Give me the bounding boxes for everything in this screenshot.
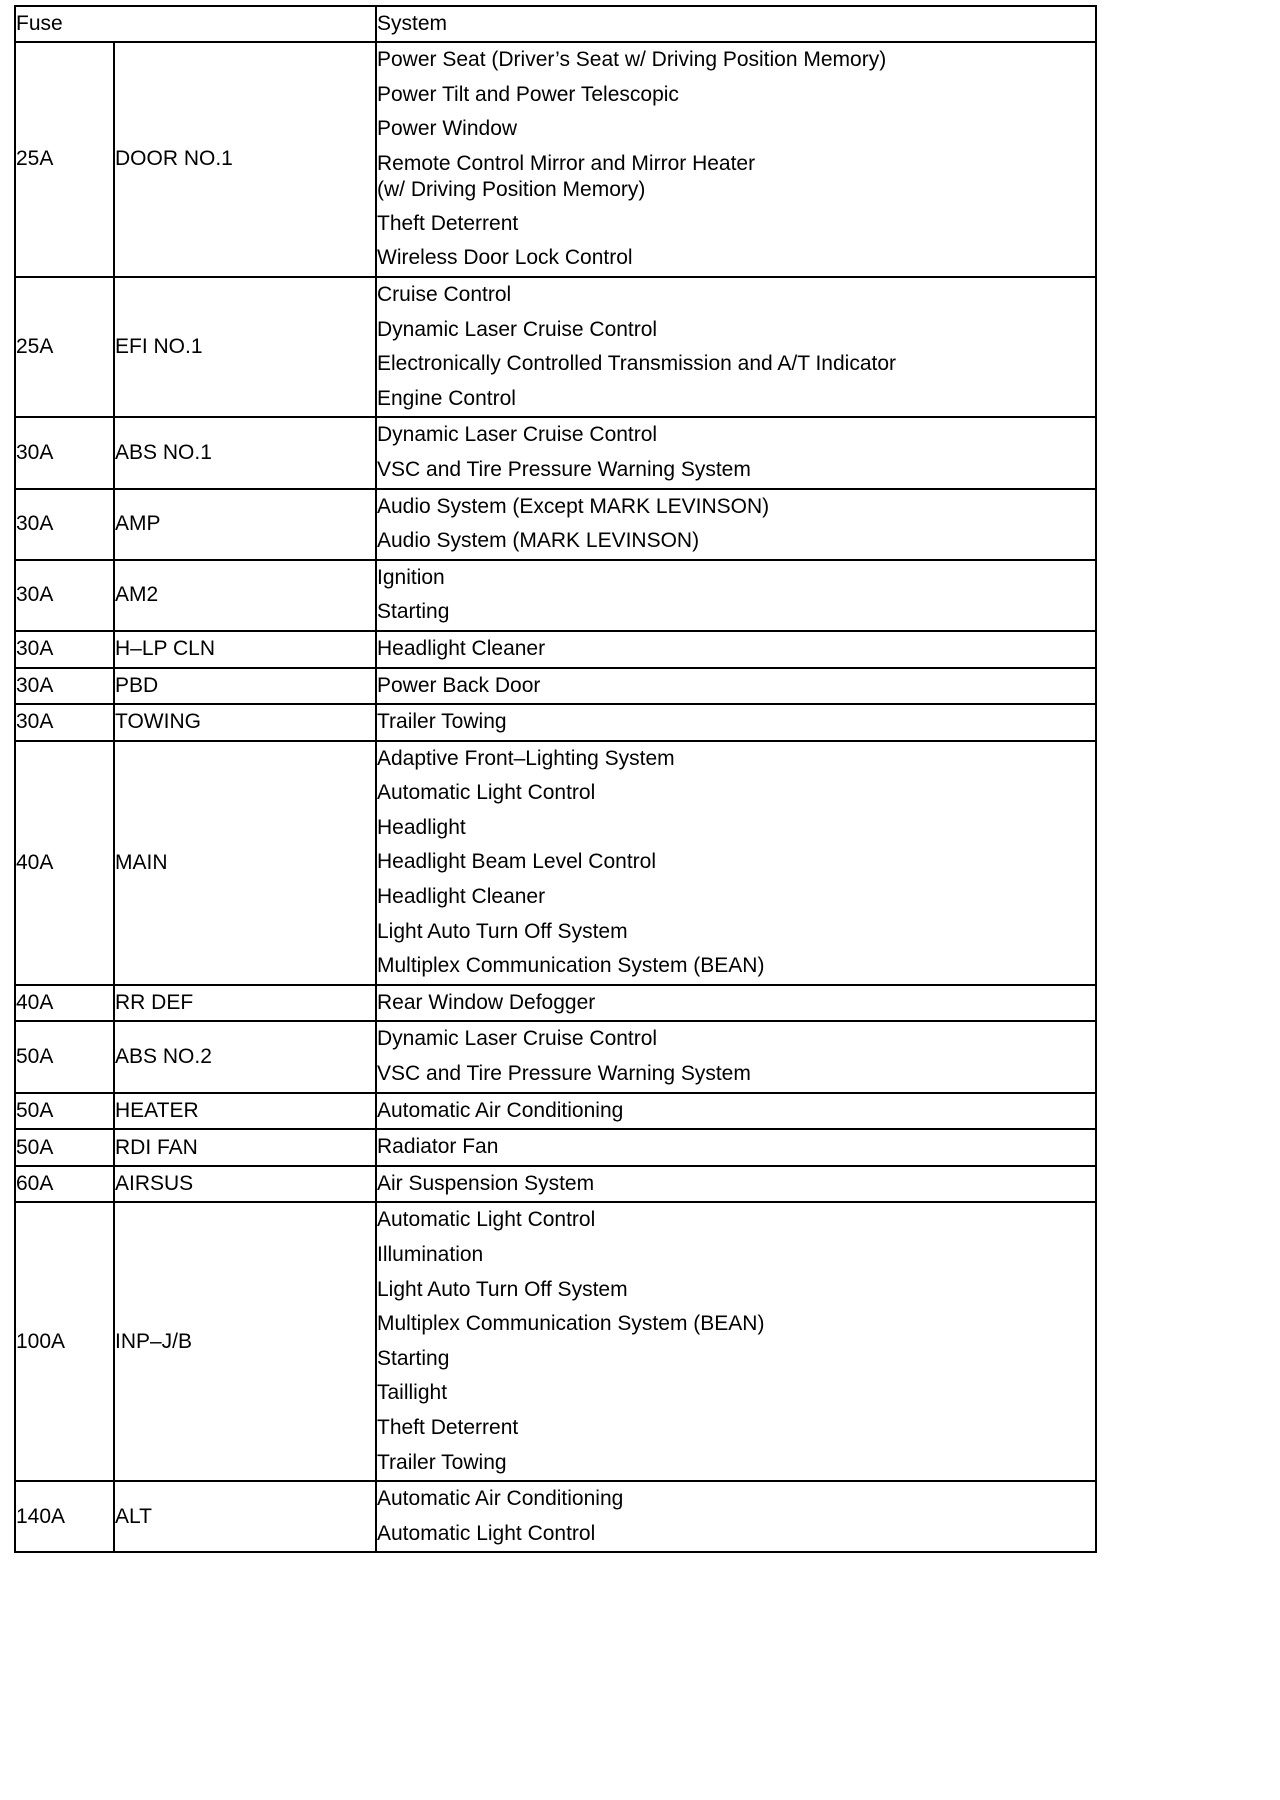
fuse-name: DOOR NO.1 [114, 42, 376, 277]
system-item: Starting [377, 1346, 450, 1370]
fuse-systems [376, 1129, 1096, 1166]
fuse-amperage: 40A [15, 741, 114, 985]
fuse-systems [376, 1481, 1096, 1552]
system-item: Adaptive Front–Lighting System [377, 746, 675, 770]
system-item: Power Tilt and Power Telescopic [377, 82, 679, 106]
table-row [15, 417, 1096, 488]
table-row [15, 489, 1096, 560]
system-item: Headlight Cleaner [377, 636, 546, 660]
system-item: Theft Deterrent [377, 1415, 519, 1439]
system-item: Theft Deterrent [377, 211, 519, 235]
fuse-amperage: 30A [15, 417, 114, 488]
fuse-name: ABS NO.1 [114, 417, 376, 488]
table-row [15, 1093, 1096, 1130]
fuse-amperage: 30A [15, 631, 114, 668]
system-item: Dynamic Laser Cruise Control [377, 1027, 658, 1051]
system-item: Automatic Air Conditioning [377, 1487, 624, 1511]
system-item: Trailer Towing [377, 710, 507, 734]
fuse-systems [376, 417, 1096, 488]
table-row [15, 1202, 1096, 1481]
system-item: Headlight Cleaner [377, 885, 546, 909]
table-row [15, 1166, 1096, 1203]
fuse-systems [376, 704, 1096, 741]
fuse-amperage: 30A [15, 668, 114, 705]
fuse-amperage: 50A [15, 1129, 114, 1166]
fuse-amperage: 100A [15, 1202, 114, 1481]
system-item: Cruise Control [377, 282, 512, 306]
table-row [15, 1021, 1096, 1092]
system-item: Power Seat (Driver’s Seat w/ Driving Position Memory) [377, 48, 887, 71]
fuse-name: AM2 [114, 560, 376, 631]
table-row [15, 704, 1096, 741]
fuse-amperage: 140A [15, 1481, 114, 1552]
system-item: Automatic Light Control [377, 1521, 596, 1545]
system-item: Ignition [377, 565, 445, 589]
header-row [15, 6, 1096, 42]
fuse-name: RDI FAN [114, 1129, 376, 1166]
system-item: Light Auto Turn Off System [377, 1277, 628, 1301]
system-item: Illumination [377, 1243, 484, 1266]
fuse-amperage: 30A [15, 704, 114, 741]
header-system: System [376, 6, 1096, 42]
fuse-systems [376, 631, 1096, 668]
system-item: VSC and Tire Pressure Warning System [377, 1062, 751, 1086]
table-row [15, 1481, 1096, 1552]
fuse-systems [376, 42, 1096, 277]
system-item: Automatic Light Control [377, 1208, 596, 1232]
system-item: Radiator Fan [377, 1135, 499, 1159]
table-row [15, 277, 1096, 417]
fuse-name: TOWING [114, 704, 376, 741]
system-item: Multiplex Communication System (BEAN) [377, 1312, 765, 1336]
fuse-systems [376, 277, 1096, 417]
fuse-amperage: 60A [15, 1166, 114, 1203]
fuse-systems [376, 1093, 1096, 1130]
fuse-systems [376, 668, 1096, 705]
system-item: Taillight [377, 1381, 448, 1405]
header-fuse: Fuse [15, 6, 376, 42]
fuse-systems [376, 489, 1096, 560]
system-item: VSC and Tire Pressure Warning System [377, 457, 751, 481]
system-item: Power Back Door [377, 673, 541, 697]
fuse-name: RR DEF [114, 985, 376, 1022]
system-item: Audio System (MARK LEVINSON) [377, 529, 700, 553]
fuse-systems [376, 1021, 1096, 1092]
fuse-name: AIRSUS [114, 1166, 376, 1203]
system-item: Rear Window Defogger [377, 990, 596, 1014]
system-item: Remote Control Mirror and Mirror Heater (w/ Driving Position Memory) [377, 151, 756, 201]
table-body [15, 42, 1096, 1552]
fuse-name: MAIN [114, 741, 376, 985]
fuse-name: ABS NO.2 [114, 1021, 376, 1092]
system-item: Dynamic Laser Cruise Control [377, 317, 658, 341]
fuse-name: PBD [114, 668, 376, 705]
system-item: Audio System (Except MARK LEVINSON) [377, 494, 770, 518]
fuse-systems [376, 985, 1096, 1022]
fuse-name: H–LP CLN [114, 631, 376, 668]
fuse-amperage: 50A [15, 1021, 114, 1092]
system-item: Automatic Light Control [377, 781, 596, 805]
table-row [15, 1129, 1096, 1166]
table-row [15, 668, 1096, 705]
system-item: Headlight Beam Level Control [377, 850, 656, 874]
fuse-systems [376, 560, 1096, 631]
fuse-amperage: 30A [15, 560, 114, 631]
fuse-amperage: 25A [15, 42, 114, 277]
table-header [15, 6, 1096, 42]
fuse-amperage: 25A [15, 277, 114, 417]
system-item: Headlight [377, 815, 466, 839]
fuse-name: INP–J/B [114, 1202, 376, 1481]
table-row [15, 985, 1096, 1022]
table-row [15, 741, 1096, 985]
system-item: Light Auto Turn Off System [377, 919, 628, 943]
system-item: Electronically Controlled Transmission and A/T Indicator [377, 352, 897, 376]
fuse-amperage: 50A [15, 1093, 114, 1130]
fuse-systems [376, 741, 1096, 985]
system-item: Automatic Air Conditioning [377, 1098, 624, 1122]
fuse-table [14, 5, 1097, 1553]
system-item: Power Window [377, 117, 518, 141]
system-item: Starting [377, 600, 450, 624]
fuse-name: ALT [114, 1481, 376, 1552]
fuse-name: HEATER [114, 1093, 376, 1130]
fuse-systems [376, 1202, 1096, 1481]
system-item: Wireless Door Lock Control [377, 246, 633, 270]
fuse-amperage: 30A [15, 489, 114, 560]
system-item: Multiplex Communication System (BEAN) [377, 954, 765, 978]
fuse-name: EFI NO.1 [114, 277, 376, 417]
system-item: Trailer Towing [377, 1450, 507, 1474]
table-row [15, 560, 1096, 631]
fuse-name: AMP [114, 489, 376, 560]
table-row [15, 631, 1096, 668]
system-item: Engine Control [377, 386, 516, 410]
system-item: Air Suspension System [377, 1171, 595, 1195]
table-row [15, 42, 1096, 277]
fuse-amperage: 40A [15, 985, 114, 1022]
system-item: Dynamic Laser Cruise Control [377, 423, 658, 447]
fuse-systems [376, 1166, 1096, 1203]
